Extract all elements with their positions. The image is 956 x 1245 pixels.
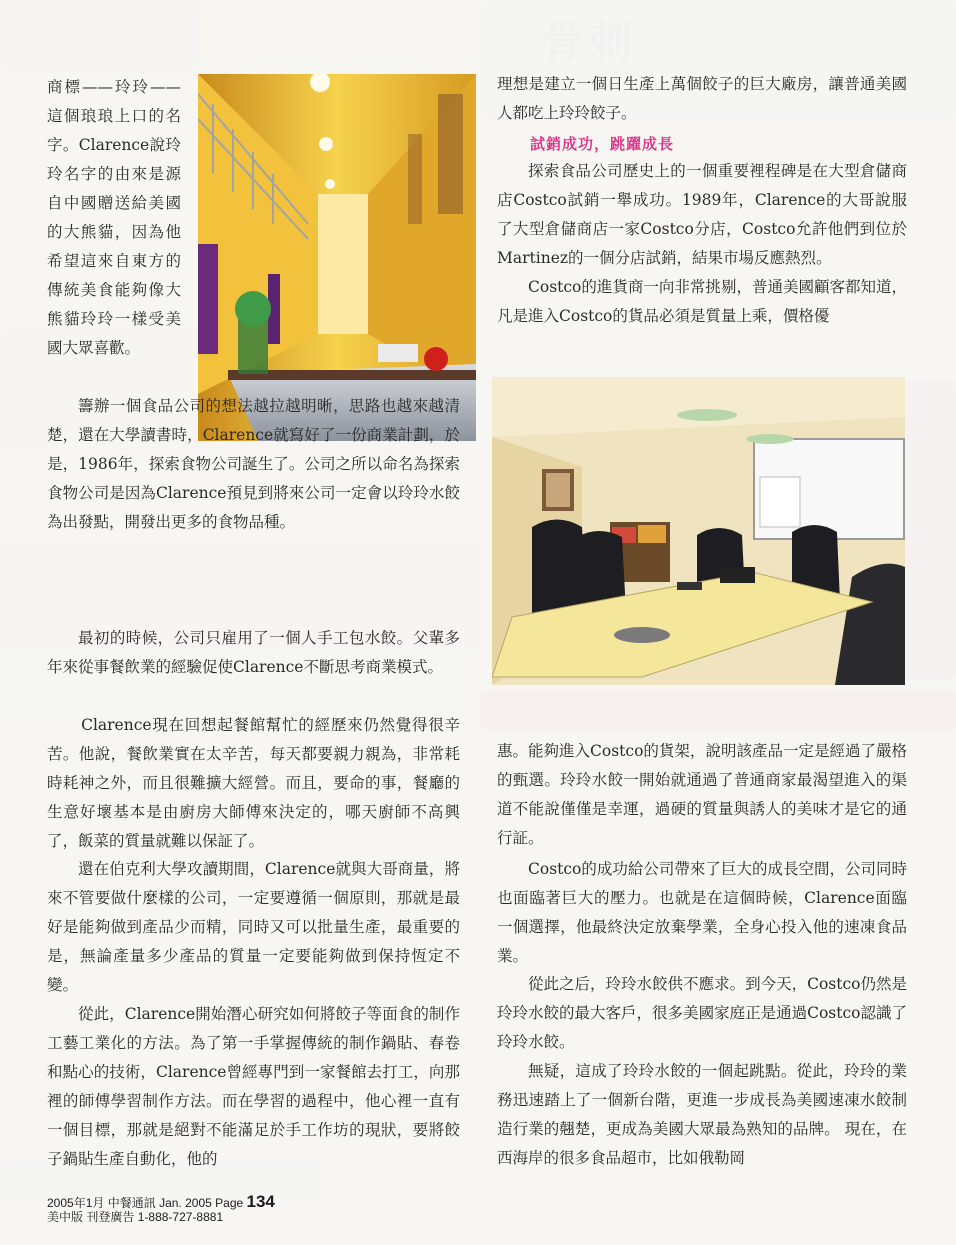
footer-phone: 1-888-727-8881: [137, 1210, 224, 1224]
page-footer-line-2: [47, 1208, 223, 1225]
article-paragraph-13: 無疑，這成了玲玲水餃的一個起跳點。從此，玲玲的業務迅速踏上了一個新台階，更進一步成長為美國速凍水餃制造行業的翹楚，更成為美國大眾最為熟知的品牌。 現在，在西海岸的很多食品超市，比如俄勒岡: [497, 1062, 907, 1167]
footer-ad-label: 刊登廣告: [86, 1210, 135, 1224]
footer-magazine: 中餐通訊: [107, 1196, 156, 1210]
article-paragraph-4: Clarence現在回想起餐館幫忙的經歷來仍然覺得很辛苦。他說，餐飲業實在太辛苦，每天都要親力親為，非常耗時耗神之外，而且很難擴大經營。而且，要命的事，餐廳的生意好壞基本是由廚房大師傅來決定的，哪天廚師不高興了，飯菜的質量就難以保証了。: [47, 716, 460, 850]
footer-page-label: Page: [215, 1196, 244, 1210]
section-heading: 試銷成功，跳躍成長: [530, 135, 675, 153]
page-number: 134: [246, 1192, 275, 1211]
article-paragraph-10: 惠。能夠進入Costco的貨架，說明該產品一定是經過了嚴格的甄選。玲玲水餃一開始就通過了普通商家最渴望進入的渠道不能說僅僅是幸運，過硬的質量與誘人的美味才是它的通行証。: [497, 742, 907, 847]
article-paragraph-8: 探索食品公司歷史上的一個重要裡程碑是在大型倉儲商店Costco試銷一舉成功。1989年，Clarence的大哥說服了大型倉儲商店一家Costco分店，Costco允許他們到位於Martinez的一個分店試銷，結果市場反應熱烈。: [497, 162, 907, 267]
restaurant-interior-photo: [198, 74, 476, 441]
footer-edition: 美中版: [47, 1210, 84, 1224]
footer-date-en: Jan. 2005: [159, 1196, 212, 1210]
article-paragraph-5: 還在伯克利大學攻讀期間，Clarence就與大哥商量，將來不管要做什麼樣的公司，一定要遵循一個原則，那就是最好是能夠做到產品少而精，同時又可以批量生產，最重要的是，無論產量多少產品的質量一定要能夠做到保持恆定不變。: [47, 860, 460, 994]
article-paragraph-12: 從此之后，玲玲水餃供不應求。到今天，Costco仍然是玲玲水餃的最大客戶，很多美國家庭正是通過Costco認識了玲玲水餃。: [497, 975, 907, 1051]
footer-date: 2005年1月: [47, 1196, 105, 1210]
article-paragraph-2: 籌辦一個食品公司的想法越拉越明晰，思路也越來越清楚，還在大學讀書時，Clarence就寫好了一份商業計劃，於是，1986年，探索食物公司誕生了。公司之所以命名為探索食物公司是因為Clarence預見到將來公司一定會以玲玲水餃為出發點，開發出更多的食物品種。: [47, 397, 460, 531]
conference-room-photo: [492, 377, 905, 685]
article-paragraph-1: 商標——玲玲——這個琅琅上口的名字。Clarence說玲玲名字的由來是源自中國贈送給美國的大熊貓，因為他希望這來自東方的傳統美食能夠像大熊貓玲玲一樣受美國大眾喜歡。: [47, 78, 181, 357]
article-paragraph-6: 從此，Clarence開始潛心研究如何將餃子等面食的制作工藝工業化的方法。為了第一手掌握傳統的制作鍋貼、春卷和點心的技術，Clarence曾經專門到一家餐館去打工，向那裡的師傅學習制作方法。而在學習的過程中，他心裡一直有一個目標，那就是絕對不能滿足於手工作坊的現狀，要將餃子鍋貼生產自動化，他的: [47, 1005, 460, 1168]
article-paragraph-7: 理想是建立一個日生產上萬個餃子的巨大廠房，讓普通美國人都吃上玲玲餃子。: [497, 75, 907, 122]
article-paragraph-11: Costco的成功給公司帶來了巨大的成長空間，公司同時也面臨著巨大的壓力。也就是在這個時候，Clarence面臨一個選擇，他最終決定放棄學業，全身心投入他的速凍食品業。: [497, 860, 907, 965]
article-paragraph-9: Costco的進貨商一向非常挑剔，普通美國顧客都知道，凡是進入Costco的貨品必須是質量上乘，價格優: [497, 278, 907, 325]
article-paragraph-3: 最初的時候，公司只雇用了一個人手工包水餃。父輩多年來從事餐飲業的經驗促使Clarence不斷思考商業模式。: [47, 629, 460, 676]
